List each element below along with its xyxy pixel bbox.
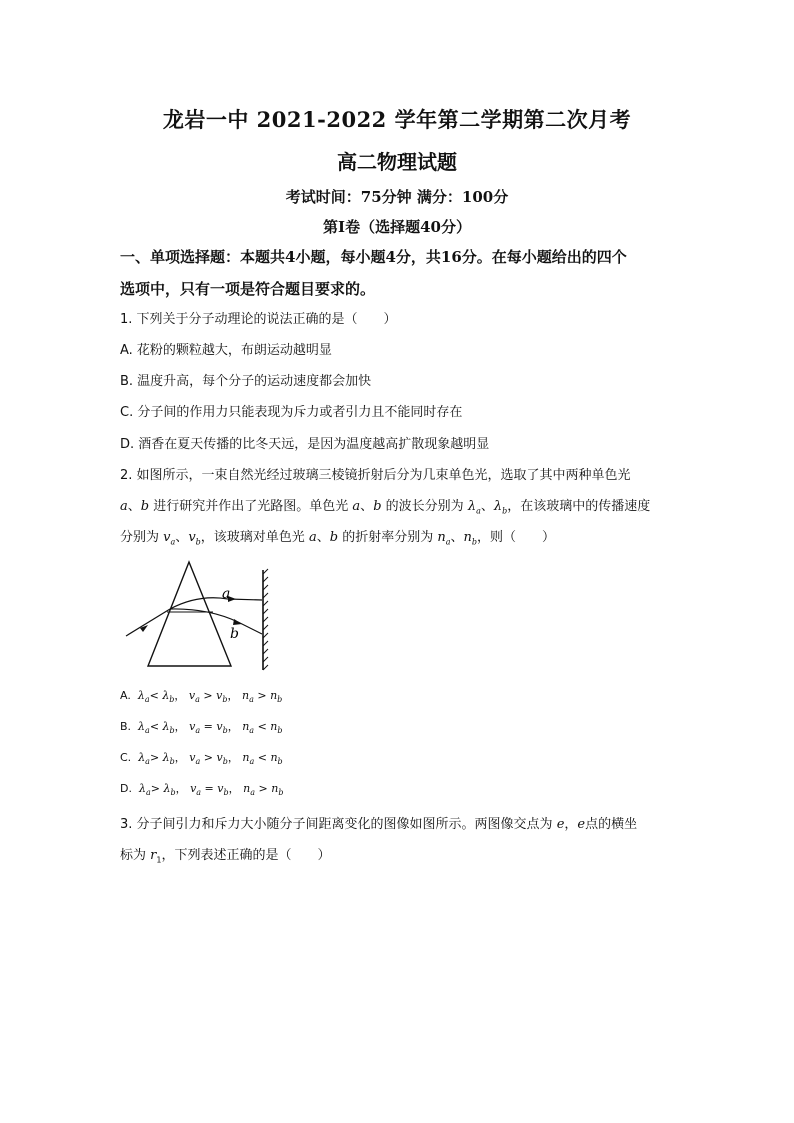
- incident-ray: [126, 609, 170, 636]
- prism-shape: [148, 562, 231, 666]
- question-1-option-c: C. 分子间的作用力只能表现为斥力或者引力且不能同时存在: [120, 405, 463, 420]
- question-3-line2: 标为 $r_1$，下列表述正确的是（ ）: [120, 848, 331, 865]
- question-1-option-b: B. 温度升高，每个分子的运动速度都会加快: [120, 374, 372, 389]
- label-a: a: [222, 586, 231, 602]
- question-2-line2: a、b 进行研究并作出了光路图。单色光 a、b 的波长分别为 $\lambda_a$、$\lambda_b$，在该玻璃中的传播速度: [120, 499, 651, 516]
- volume-heading: 第Ⅰ卷（选择题40分）: [323, 218, 471, 236]
- question-1-option-d: D. 酒香在夏天传播的比冬天远，是因为温度越高扩散现象越明显: [120, 437, 490, 452]
- question-2-option-a: A. $\lambda_a< \lambda_b$， $v_a > v_b$， $n_a > n_b$: [120, 689, 283, 705]
- exam-meta: 考试时间：75分钟 满分：100分: [285, 188, 509, 206]
- page-title: 龙岩一中 2021-2022 学年第二学期第二次月考: [162, 107, 632, 132]
- question-2-option-d: D. $\lambda_a> \lambda_b$， $v_a = v_b$， $n_a > n_b$: [120, 782, 284, 798]
- prism-light-path-figure: [118, 556, 278, 674]
- question-2-line1: 2. 如图所示，一束自然光经过玻璃三棱镜折射后分为几束单色光，选取了其中两种单色光: [120, 468, 631, 483]
- question-2-option-c: C. $\lambda_a> \lambda_b$， $v_a > v_b$， $n_a < n_b$: [120, 751, 283, 767]
- section-heading-line2: 选项中，只有一项是符合题目要求的。: [120, 280, 376, 298]
- ray-b-arrow: [233, 619, 242, 625]
- question-1-option-a: A. 花粉的颗粒越大，布朗运动越明显: [120, 343, 332, 358]
- section-heading-line1: 一、单项选择题：本题共4小题，每小题4分，共16分。在每小题给出的四个: [120, 248, 627, 266]
- question-2-option-b: B. $\lambda_a< \lambda_b$， $v_a = v_b$， $n_a < n_b$: [120, 720, 283, 736]
- label-b: b: [230, 626, 239, 642]
- question-2-line3: 分别为 $v_a$、$v_b$，该玻璃对单色光 a、b 的折射率分别为 $n_a$、$n_b$，则（ ）: [120, 530, 556, 547]
- page-subtitle: 高二物理试题: [337, 150, 457, 174]
- question-1-stem: 1. 下列关于分子动理论的说法正确的是（ ）: [120, 312, 397, 327]
- question-3-line1: 3. 分子间引力和斥力大小随分子间距离变化的图像如图所示。两图像交点为 e，e点的横坐: [120, 817, 638, 832]
- ray-a: [170, 598, 262, 609]
